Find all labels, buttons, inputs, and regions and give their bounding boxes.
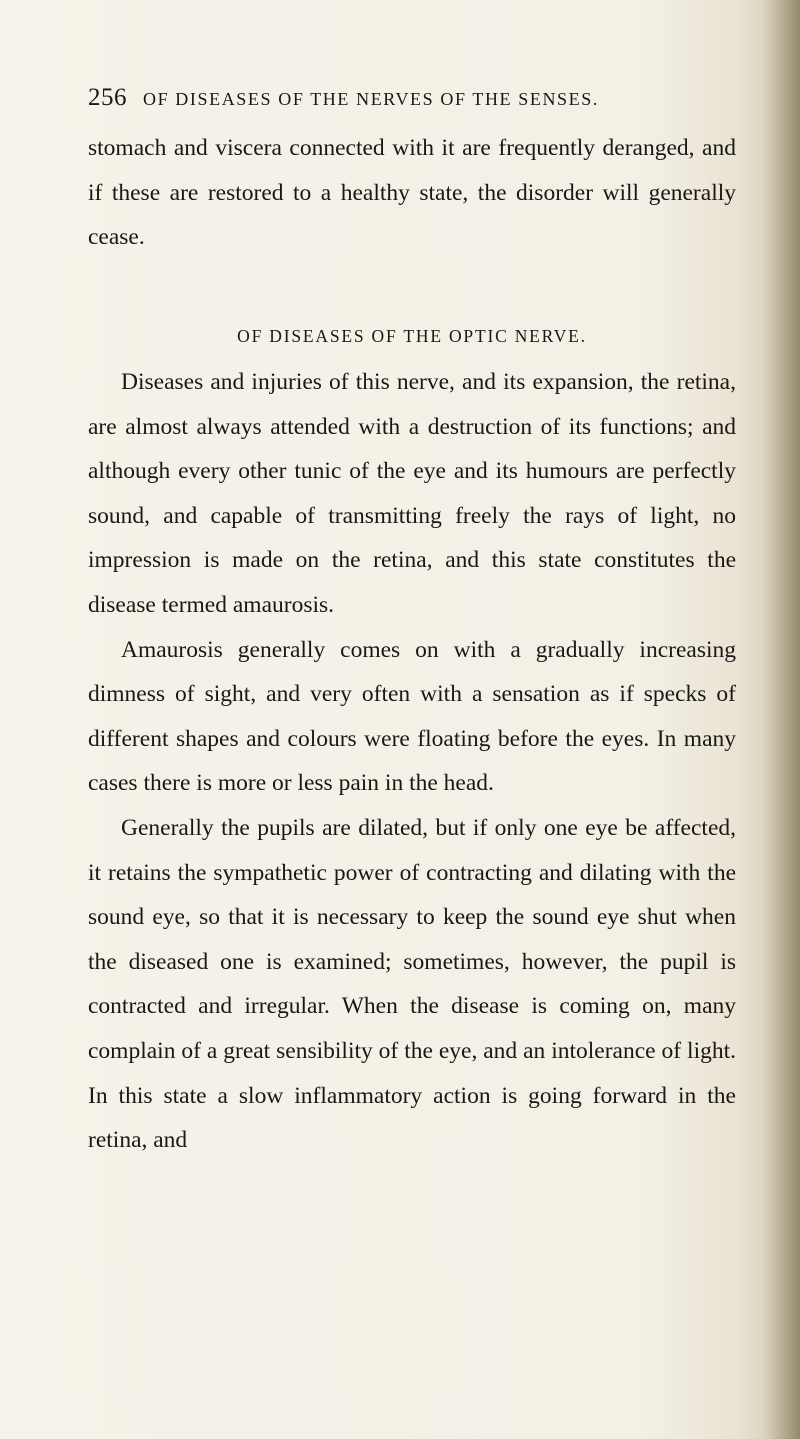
body-text-block [88, 360, 736, 1163]
continued-paragraph: stomach and viscera connected with it are frequently deranged, and if these are restored to a healthy state, the disorder will generally cease. [88, 135, 736, 251]
paragraph-diseases-and-injuries: Diseases and injuries of this nerve, and its expansion, the retina, are almost always attended with a destruction of its functions; and although every other tunic of the eye and its humours are perfectly sound, and capable of transmitting freely the rays of light, no impression is made on the retina, and this state constitutes the disease termed amaurosis. [88, 369, 736, 618]
page-number: 256 [88, 84, 127, 111]
continued-text-block [88, 126, 736, 260]
paragraph-pupils: Generally the pupils are dilated, but if only one eye be affected, it retains the sympathetic power of contracting and dilating with the sound eye, so that it is necessary to keep the sound eye shut when the diseased one is examined; sometimes, however, the pupil is contracted and irregular. When the disease is coming on, many complain of a great sensibility of the eye, and an intolerance of light. In this state a slow inflammatory action is going forward in the retina, and [88, 814, 736, 1154]
page-edge-shadow [762, 0, 800, 1439]
page-header [88, 84, 728, 116]
section-heading: OF DISEASES OF THE OPTIC NERVE. [237, 326, 587, 346]
paragraph-amaurosis-onset: Amaurosis generally comes on with a gradually increasing dimness of sight, and very often with a sensation as if specks of different shapes and colours were floating before the eyes. In many cases there is more or less pain in the head. [88, 636, 736, 797]
running-head: OF DISEASES OF THE NERVES OF THE SENSES. [143, 89, 599, 109]
